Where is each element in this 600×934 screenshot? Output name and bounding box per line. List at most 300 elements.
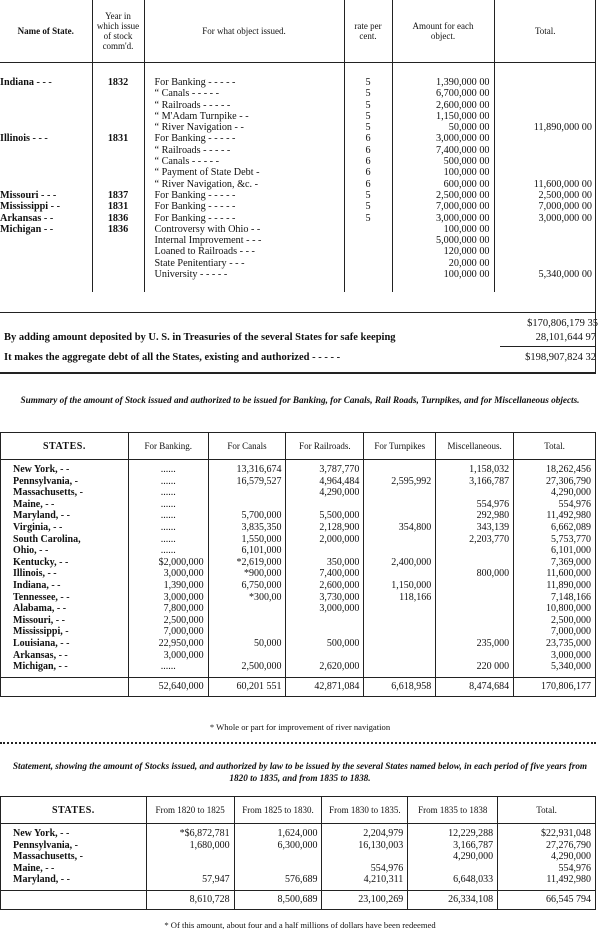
summary-cell xyxy=(286,626,364,638)
summary-cell xyxy=(364,534,436,546)
state-debt-table xyxy=(0,0,596,292)
summary-cell xyxy=(436,615,514,627)
debt-year-cell xyxy=(92,100,144,111)
debt-amount-cell: 7,000,000 00 xyxy=(392,201,494,212)
period-row xyxy=(1,851,596,863)
debt-total-cell xyxy=(494,167,596,178)
debt-row xyxy=(0,167,596,178)
summary-cell: 4,290,000 xyxy=(286,487,364,499)
summary-aggregate-total: $198,907,824 32 xyxy=(525,352,596,363)
debt-rate-cell: 5 xyxy=(344,122,392,133)
debt-total-cell: 7,000,000 00 xyxy=(538,201,592,213)
debt-total-cell xyxy=(494,145,596,156)
summary-cell: Missouri, - - xyxy=(1,615,129,627)
summary-cell: 350,000 xyxy=(286,557,364,569)
summary-cell xyxy=(436,603,514,615)
summary-cell: 7,148,166 xyxy=(514,592,596,604)
summary-cell: 18,262,456 xyxy=(514,464,596,476)
period-totals-row xyxy=(1,890,596,909)
period-cell: 6,300,000 xyxy=(234,840,322,852)
summary-deposit-row xyxy=(4,332,596,343)
summary-cell: ...... xyxy=(128,534,208,546)
summary-cell xyxy=(436,650,514,662)
summary-row xyxy=(1,580,596,592)
summary-header-6: Total. xyxy=(514,433,596,460)
summary-cell xyxy=(436,487,514,499)
summary-cell: 4,964,484 xyxy=(286,476,364,488)
header-total: Total. xyxy=(494,0,596,63)
debt-object-cell: For Banking - - - - - xyxy=(144,190,344,201)
debt-amount-cell: 100,000 00 xyxy=(392,224,494,235)
section-divider-1 xyxy=(0,372,596,374)
summary-cell: 11,492,980 xyxy=(514,510,596,522)
period-cell: 57,947 xyxy=(146,874,234,886)
period-table xyxy=(0,796,596,910)
summary-cell: 3,000,000 xyxy=(128,592,208,604)
summary-row xyxy=(1,522,596,534)
summary-cell: 500,000 xyxy=(286,638,364,650)
summary-cell xyxy=(436,626,514,638)
summary-row xyxy=(1,661,596,673)
debt-total-cell xyxy=(494,133,596,144)
summary-header-1: For Banking. xyxy=(128,433,208,460)
debt-rate-cell xyxy=(344,235,392,246)
debt-state-cell: Arkansas - - xyxy=(0,213,92,224)
debt-year-cell: 1831 xyxy=(92,133,144,144)
debt-year-cell xyxy=(92,269,144,280)
summary-aggregate-row xyxy=(4,352,596,363)
summary-cell: 2,203,770 xyxy=(436,534,514,546)
period-total-cell: 26,334,108 xyxy=(408,890,498,909)
debt-state-cell xyxy=(0,235,92,246)
debt-object-cell: “ Railroads - - - - - xyxy=(144,100,344,111)
debt-row xyxy=(0,100,596,111)
period-row xyxy=(1,828,596,840)
period-cell: Pennsylvania, - xyxy=(1,840,147,852)
debt-row xyxy=(0,235,596,246)
summary-cell: ...... xyxy=(128,476,208,488)
debt-row xyxy=(0,269,596,280)
debt-state-cell: Illinois - - - xyxy=(0,133,92,144)
debt-total-cell xyxy=(494,224,596,235)
summary-cell: 5,700,000 xyxy=(208,510,286,522)
summary-cell: 6,101,000 xyxy=(208,545,286,557)
debt-amount-cell: 2,500,000 00 xyxy=(392,190,494,201)
period-header-1: From 1820 to 1825 xyxy=(146,797,234,824)
period-total-cell: 66,545 794 xyxy=(498,890,596,909)
debt-year-cell xyxy=(92,122,144,133)
debt-object-cell: For Banking - - - - - xyxy=(144,133,344,144)
summary-cell: 2,000,000 xyxy=(286,534,364,546)
period-cell xyxy=(408,863,498,875)
debt-object-cell: “ Canals - - - - - xyxy=(144,156,344,167)
period-cell: 3,166,787 xyxy=(408,840,498,852)
debt-amount-cell: 120,000 00 xyxy=(392,246,494,257)
debt-object-cell: Loaned to Railroads - - - xyxy=(144,246,344,257)
summary-cell: 3,000,000 xyxy=(128,650,208,662)
debt-year-cell xyxy=(92,246,144,257)
debt-object-cell: Internal Improvement - - - xyxy=(144,235,344,246)
summary-row xyxy=(1,638,596,650)
summary-cell: 3,835,350 xyxy=(208,522,286,534)
debt-year-cell: 1837 xyxy=(92,190,144,201)
summary-row xyxy=(1,615,596,627)
debt-state-cell xyxy=(0,258,92,269)
period-cell: 554,976 xyxy=(322,863,408,875)
summary-header-4: For Turnpikes xyxy=(364,433,436,460)
period-total-cell: 8,500,689 xyxy=(234,890,322,909)
period-cell xyxy=(146,851,234,863)
debt-object-cell: “ River Navigation - - xyxy=(144,122,344,133)
debt-row xyxy=(0,156,596,167)
summary-cell xyxy=(208,626,286,638)
summary-cell: 16,579,527 xyxy=(208,476,286,488)
debt-state-cell xyxy=(0,122,92,133)
summary-cell xyxy=(286,615,364,627)
period-total-cell: 8,610,728 xyxy=(146,890,234,909)
debt-object-cell: “ M'Adam Turnpike - - xyxy=(144,111,344,122)
period-cell xyxy=(322,851,408,863)
header-object: For what object issued. xyxy=(144,0,344,63)
summary-cell: 50,000 xyxy=(208,638,286,650)
period-cell: 576,689 xyxy=(234,874,322,886)
debt-amount-cell: 500,000 00 xyxy=(392,156,494,167)
summary-cell xyxy=(286,545,364,557)
summary-row xyxy=(1,557,596,569)
summary-row xyxy=(1,650,596,662)
period-cell: 1,624,000 xyxy=(234,828,322,840)
debt-amount-cell: 50,000 00 xyxy=(392,122,494,133)
summary-cell: Louisiana, - - xyxy=(1,638,129,650)
summary-cell: 554,976 xyxy=(514,499,596,511)
summary-cell xyxy=(364,650,436,662)
summary-cell xyxy=(208,603,286,615)
table1-right-border xyxy=(595,0,596,372)
debt-amount-cell: 3,000,000 00 xyxy=(392,213,494,224)
period-cell: Massachusetts, - xyxy=(1,851,147,863)
debt-year-cell xyxy=(92,88,144,99)
summary-cell xyxy=(364,568,436,580)
summary-cell xyxy=(364,626,436,638)
debt-total-cell xyxy=(494,246,596,257)
summary-row xyxy=(1,603,596,615)
summary-cell: Massachusetts, - xyxy=(1,487,129,499)
summary-cell xyxy=(436,545,514,557)
summary-cell: 1,158,032 xyxy=(436,464,514,476)
stock-summary-body xyxy=(1,460,596,697)
summary-row xyxy=(1,499,596,511)
summary-row xyxy=(1,534,596,546)
period-total-cell: 23,100,269 xyxy=(322,890,408,909)
summary-cell: 1,390,000 xyxy=(128,580,208,592)
summary-cell: Illinois, - - xyxy=(1,568,129,580)
debt-year-cell xyxy=(92,167,144,178)
debt-row xyxy=(0,190,596,201)
period-cell: 16,130,003 xyxy=(322,840,408,852)
summary-cell: 13,316,674 xyxy=(208,464,286,476)
debt-total-cell xyxy=(494,77,596,88)
debt-amount-cell: 20,000 00 xyxy=(392,258,494,269)
debt-amount-cell: 1,150,000 00 xyxy=(392,111,494,122)
debt-amount-cell: 100,000 00 xyxy=(392,269,494,280)
summary-cell xyxy=(364,545,436,557)
debt-rate-cell xyxy=(344,224,392,235)
debt-state-cell xyxy=(0,100,92,111)
debt-rate-cell: 5 xyxy=(344,111,392,122)
summary-cell: 7,400,000 xyxy=(286,568,364,580)
debt-object-cell: State Penitentiary - - - xyxy=(144,258,344,269)
debt-total-cell: 3,000,000 00 xyxy=(538,212,592,224)
period-header-4: From 1835 to 1838 xyxy=(408,797,498,824)
debt-year-cell xyxy=(92,258,144,269)
debt-total-cell xyxy=(494,100,596,111)
summary-cell: South Carolina, xyxy=(1,534,129,546)
state-debt-body xyxy=(0,77,596,292)
debt-row xyxy=(0,88,596,99)
period-cell: *$6,872,781 xyxy=(146,828,234,840)
header-amount: Amount for each object. xyxy=(392,0,494,63)
state-debt-header-row xyxy=(0,0,596,63)
debt-rate-cell xyxy=(344,246,392,257)
summary-cell: ...... xyxy=(128,464,208,476)
summary-cell: Tennessee, - - xyxy=(1,592,129,604)
summary-cell: 3,000,000 xyxy=(286,603,364,615)
debt-row xyxy=(0,111,596,122)
period-cell xyxy=(234,851,322,863)
summary-cell: 3,000,000 xyxy=(128,568,208,580)
period-cell: 2,204,979 xyxy=(322,828,408,840)
summary-cell: Virginia, - - xyxy=(1,522,129,534)
summary-cell xyxy=(208,650,286,662)
summary-cell: 10,800,000 xyxy=(514,603,596,615)
debt-rate-cell: 5 xyxy=(344,100,392,111)
debt-year-cell: 1831 xyxy=(92,201,144,212)
summary-cell: Kentucky, - - xyxy=(1,557,129,569)
period-cell: $22,931,048 xyxy=(498,828,596,840)
summary-cell: 3,000,000 xyxy=(514,650,596,662)
debt-total-cell xyxy=(494,235,596,246)
summary-total-cell: 6,618,958 xyxy=(364,677,436,696)
summary-cell xyxy=(364,603,436,615)
summary-cell: ...... xyxy=(128,487,208,499)
summary-cell: 2,128,900 xyxy=(286,522,364,534)
debt-state-cell: Michigan - - xyxy=(0,224,92,235)
debt-total-cell xyxy=(494,156,596,167)
summary-cell xyxy=(364,661,436,673)
summary-cell: 23,735,000 xyxy=(514,638,596,650)
debt-row xyxy=(0,122,596,133)
summary-cell: ...... xyxy=(128,545,208,557)
debt-amount-cell: 5,000,000 00 xyxy=(392,235,494,246)
summary-row xyxy=(1,592,596,604)
debt-state-cell xyxy=(0,145,92,156)
debt-row xyxy=(0,246,596,257)
debt-total-cell xyxy=(494,88,596,99)
summary-row xyxy=(1,545,596,557)
summary-cell xyxy=(364,638,436,650)
header-year: Year in which issue of stock comm'd. xyxy=(92,0,144,63)
debt-amount-cell: 1,390,000 00 xyxy=(392,77,494,88)
summary-cell: New York, - - xyxy=(1,464,129,476)
period-cell: 12,229,288 xyxy=(408,828,498,840)
summary-cell xyxy=(364,487,436,499)
summary-header-5: Miscellaneous. xyxy=(436,433,514,460)
debt-total-cell: 5,340,000 00 xyxy=(538,269,592,281)
summary-aggregate-text: It makes the aggregate debt of all the States, existing and authorized - - - - - xyxy=(4,352,341,363)
debt-amount-cell: 3,000,000 00 xyxy=(392,133,494,144)
debt-rate-cell: 5 xyxy=(344,190,392,201)
summary-cell xyxy=(208,615,286,627)
summary-cell: 2,500,000 xyxy=(128,615,208,627)
summary-total-cell: 42,871,084 xyxy=(286,677,364,696)
summary-cell: 118,166 xyxy=(364,592,436,604)
summary-cell: 2,400,000 xyxy=(364,557,436,569)
period-header-0: STATES. xyxy=(1,797,147,824)
debt-total-cell xyxy=(494,111,596,122)
period-header-3: From 1830 to 1835. xyxy=(322,797,408,824)
debt-object-cell: For Banking - - - - - xyxy=(144,77,344,88)
debt-rate-cell: 5 xyxy=(344,77,392,88)
summary-cell: 5,340,000 xyxy=(514,661,596,673)
debt-year-cell xyxy=(92,179,144,190)
summary-cell: *300,00 xyxy=(208,592,286,604)
summary-cell: 292,980 xyxy=(436,510,514,522)
summary-cell: 800,000 xyxy=(436,568,514,580)
debt-state-cell xyxy=(0,111,92,122)
summary-cell: Arkansas, - - xyxy=(1,650,129,662)
summary-cell: Alabama, - - xyxy=(1,603,129,615)
summary-total-cell: 52,640,000 xyxy=(128,677,208,696)
debt-object-cell: “ Payment of State Debt - xyxy=(144,167,344,178)
summary-row xyxy=(1,487,596,499)
summary-cell xyxy=(364,464,436,476)
debt-row xyxy=(0,224,596,235)
period-header-2: From 1825 to 1830. xyxy=(234,797,322,824)
period-row xyxy=(1,874,596,886)
summary-cell: ...... xyxy=(128,510,208,522)
summary-cell xyxy=(364,499,436,511)
summary-cell: 7,000,000 xyxy=(514,626,596,638)
summary-cell: 2,500,000 xyxy=(208,661,286,673)
summary-cell: 343,139 xyxy=(436,522,514,534)
summary-cell: 1,550,000 xyxy=(208,534,286,546)
debt-amount-cell: 100,000 00 xyxy=(392,167,494,178)
summary-cell: 354,800 xyxy=(364,522,436,534)
summary-cell: 7,000,000 xyxy=(128,626,208,638)
debt-rate-cell: 6 xyxy=(344,156,392,167)
debt-object-cell: “ River Navigation, &c. - xyxy=(144,179,344,190)
stock-summary-table xyxy=(0,432,596,697)
period-cell: 554,976 xyxy=(498,863,596,875)
debt-rate-cell xyxy=(344,258,392,269)
debt-row xyxy=(0,77,596,88)
period-cell xyxy=(234,863,322,875)
summary-cell xyxy=(286,650,364,662)
period-cell: 1,680,000 xyxy=(146,840,234,852)
debt-rate-cell: 5 xyxy=(344,201,392,212)
period-row xyxy=(1,863,596,875)
summary-header-3: For Railroads. xyxy=(286,433,364,460)
summary-cell: 11,890,000 xyxy=(514,580,596,592)
summary-cell xyxy=(286,499,364,511)
debt-rate-cell xyxy=(344,269,392,280)
debt-amount-cell: 7,400,000 00 xyxy=(392,145,494,156)
debt-object-cell: For Banking - - - - - xyxy=(144,201,344,212)
summary-cell xyxy=(364,510,436,522)
debt-state-cell xyxy=(0,88,92,99)
debt-object-cell: For Banking - - - - - xyxy=(144,213,344,224)
summary-cell: $2,000,000 xyxy=(128,557,208,569)
aggregate-divider xyxy=(500,346,596,347)
summary-header-2: For Canals xyxy=(208,433,286,460)
summary-divider xyxy=(0,312,596,313)
stock-summary-header xyxy=(1,433,596,460)
summary-cell: ...... xyxy=(128,522,208,534)
summary-cell: 11,600,000 xyxy=(514,568,596,580)
summary-cell: 2,600,000 xyxy=(286,580,364,592)
summary-header-0: STATES. xyxy=(1,433,129,460)
summary-cell: Ohio, - - xyxy=(1,545,129,557)
summary-cell: 235,000 xyxy=(436,638,514,650)
period-total-cell xyxy=(1,890,147,909)
period-cell: 4,290,000 xyxy=(498,851,596,863)
summary-cell: 6,101,000 xyxy=(514,545,596,557)
section-divider-2 xyxy=(0,742,596,744)
summary-cell: 554,976 xyxy=(436,499,514,511)
summary-cell: 1,150,000 xyxy=(364,580,436,592)
debt-row xyxy=(0,258,596,269)
debt-state-cell xyxy=(0,246,92,257)
debt-row xyxy=(0,145,596,156)
summary-subtotal: $170,806,179 35 xyxy=(527,318,598,329)
debt-row xyxy=(0,201,596,212)
summary-total-cell: 8,474,684 xyxy=(436,677,514,696)
summary-total-cell: 60,201 551 xyxy=(208,677,286,696)
summary-cell: 6,662,089 xyxy=(514,522,596,534)
summary-cell: 4,290,000 xyxy=(514,487,596,499)
summary-row xyxy=(1,568,596,580)
summary-cell: 3,730,000 xyxy=(286,592,364,604)
statement-caption: Statement, showing the amount of Stocks issued, and authorized by law to be issued by the several States named below, in each period of five years from 1820 to 1835, and from 1835 to 1838. xyxy=(12,761,588,783)
summary-cell: Indiana, - - xyxy=(1,580,129,592)
summary-total-cell xyxy=(1,677,129,696)
debt-rate-cell: 5 xyxy=(344,88,392,99)
debt-total-cell: 2,500,000 00 xyxy=(538,189,592,201)
debt-rate-cell: 6 xyxy=(344,167,392,178)
summary-cell: *2,619,000 xyxy=(208,557,286,569)
summary-cell: 2,500,000 xyxy=(514,615,596,627)
summary-cell xyxy=(208,487,286,499)
debt-object-cell: “ Railroads - - - - - xyxy=(144,145,344,156)
debt-year-cell xyxy=(92,145,144,156)
period-cell: 4,290,000 xyxy=(408,851,498,863)
period-header-5: Total. xyxy=(498,797,596,824)
summary-cell: 27,306,790 xyxy=(514,476,596,488)
header-rate: rate per cent. xyxy=(344,0,392,63)
summary-cell: 22,950,000 xyxy=(128,638,208,650)
summary-deposit-total: 28,101,644 97 xyxy=(535,332,596,343)
debt-total-cell: 11,600,000 00 xyxy=(533,178,592,190)
debt-total-cell: 11,890,000 00 xyxy=(533,122,592,134)
summary-cell xyxy=(208,499,286,511)
summary-totals-row xyxy=(1,677,596,696)
debt-state-cell: Mississippi - - xyxy=(0,201,92,212)
period-cell: New York, - - xyxy=(1,828,147,840)
debt-rate-cell: 6 xyxy=(344,133,392,144)
summary-row xyxy=(1,510,596,522)
summary-cell: ...... xyxy=(128,499,208,511)
stock-summary-note: * Whole or part for improvement of river navigation xyxy=(209,722,391,732)
